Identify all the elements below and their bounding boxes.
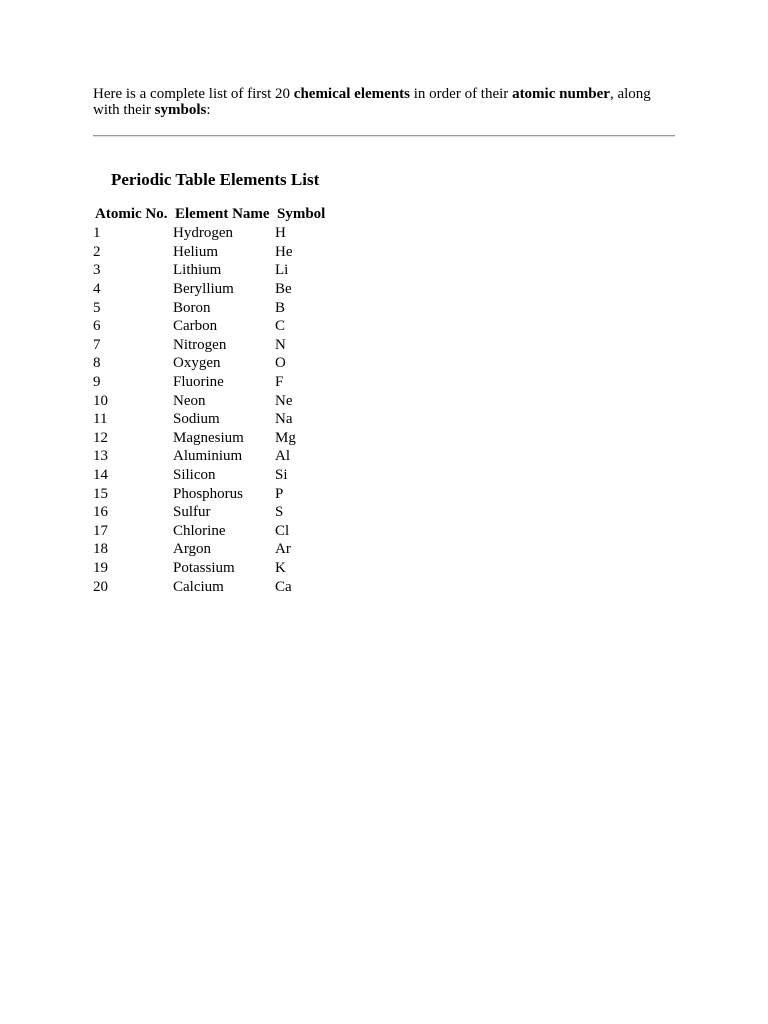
horizontal-rule	[93, 135, 675, 137]
cell-element-name: Argon	[173, 541, 212, 558]
cell-symbol: Be	[275, 281, 292, 298]
cell-symbol: Na	[275, 411, 293, 428]
intro-text-3: , along with their	[93, 86, 651, 118]
cell-atomic-no: 5	[93, 299, 101, 316]
table-row	[93, 503, 327, 522]
cell-symbol: Ca	[275, 578, 292, 595]
table-row	[93, 336, 327, 355]
cell-element-name: Sulfur	[173, 504, 211, 521]
table-title: Periodic Table Elements List	[111, 170, 320, 189]
cell-symbol: K	[275, 559, 286, 576]
intro-bold-atomic-number: atomic number	[512, 86, 610, 102]
cell-symbol: S	[275, 504, 284, 521]
table-row	[93, 298, 327, 317]
table-row	[93, 447, 327, 466]
cell-symbol: O	[275, 355, 286, 372]
cell-symbol: Ar	[275, 541, 291, 558]
header-element-name: Element Name	[175, 206, 270, 222]
cell-atomic-no: 8	[93, 355, 101, 372]
intro-paragraph	[93, 86, 675, 118]
intro-text-2: in order of their	[410, 86, 513, 102]
table-row	[93, 373, 327, 392]
cell-element-name: Boron	[173, 299, 211, 316]
cell-symbol: He	[275, 243, 293, 260]
table-row	[93, 317, 327, 336]
cell-symbol: C	[275, 318, 286, 335]
intro-text-1: Here is a complete list of first 20	[93, 86, 294, 102]
document-page	[93, 86, 675, 596]
cell-atomic-no: 15	[93, 485, 108, 502]
cell-symbol: N	[275, 336, 286, 353]
cell-element-name: Sodium	[173, 411, 220, 428]
cell-element-name: Neon	[173, 392, 206, 409]
cell-atomic-no: 19	[93, 559, 108, 576]
table-header-row	[93, 205, 327, 224]
cell-element-name: Helium	[173, 243, 218, 260]
table-row	[93, 559, 327, 578]
cell-atomic-no: 17	[93, 522, 108, 539]
cell-element-name: Phosphorus	[173, 485, 244, 502]
cell-symbol: B	[275, 299, 286, 316]
table-row	[93, 224, 327, 243]
cell-atomic-no: 18	[93, 541, 108, 558]
table-row	[93, 522, 327, 541]
cell-symbol: Cl	[275, 522, 290, 539]
header-atomic-no: Atomic No.	[95, 206, 168, 222]
cell-symbol: P	[275, 485, 284, 502]
elements-table	[93, 205, 327, 596]
cell-atomic-no: 7	[93, 336, 101, 353]
cell-element-name: Silicon	[173, 467, 216, 484]
cell-atomic-no: 1	[93, 225, 101, 242]
cell-atomic-no: 11	[93, 411, 108, 428]
cell-element-name: Magnesium	[173, 429, 244, 446]
cell-element-name: Nitrogen	[173, 336, 227, 353]
table-row	[93, 484, 327, 503]
cell-atomic-no: 10	[93, 392, 108, 409]
table-row	[93, 243, 327, 262]
cell-symbol: Mg	[275, 429, 296, 446]
cell-atomic-no: 14	[93, 467, 108, 484]
cell-atomic-no: 20	[93, 578, 108, 595]
cell-atomic-no: 12	[93, 429, 108, 446]
cell-element-name: Calcium	[173, 578, 224, 595]
cell-element-name: Beryllium	[173, 281, 234, 298]
cell-atomic-no: 2	[93, 243, 101, 260]
cell-symbol: Si	[275, 467, 288, 484]
cell-element-name: Oxygen	[173, 355, 221, 372]
cell-atomic-no: 16	[93, 504, 108, 521]
cell-atomic-no: 4	[93, 281, 101, 298]
table-row	[93, 391, 327, 410]
table-row	[93, 577, 327, 596]
intro-bold-symbols: symbols	[154, 102, 207, 118]
table-body	[93, 224, 327, 596]
cell-symbol: Al	[275, 448, 290, 465]
cell-element-name: Lithium	[173, 262, 222, 279]
cell-atomic-no: 9	[93, 374, 101, 391]
cell-symbol: Li	[275, 262, 289, 279]
cell-element-name: Potassium	[173, 559, 235, 576]
cell-atomic-no: 13	[93, 448, 108, 465]
cell-element-name: Aluminium	[173, 448, 243, 465]
cell-symbol: H	[275, 225, 286, 242]
table-row	[93, 466, 327, 485]
table-row	[93, 410, 327, 429]
intro-text-4: :	[206, 102, 211, 118]
header-symbol: Symbol	[277, 206, 326, 222]
table-row	[93, 261, 327, 280]
cell-element-name: Fluorine	[173, 374, 224, 391]
intro-bold-chemical-elements: chemical elements	[293, 86, 410, 102]
table-row	[93, 540, 327, 559]
cell-element-name: Carbon	[173, 318, 218, 335]
table-row	[93, 354, 327, 373]
cell-element-name: Chlorine	[173, 522, 226, 539]
cell-element-name: Hydrogen	[173, 225, 233, 242]
table-row	[93, 429, 327, 448]
cell-atomic-no: 6	[93, 318, 101, 335]
table-row	[93, 280, 327, 299]
cell-atomic-no: 3	[93, 262, 101, 279]
cell-symbol: F	[275, 374, 284, 391]
cell-symbol: Ne	[275, 392, 293, 409]
